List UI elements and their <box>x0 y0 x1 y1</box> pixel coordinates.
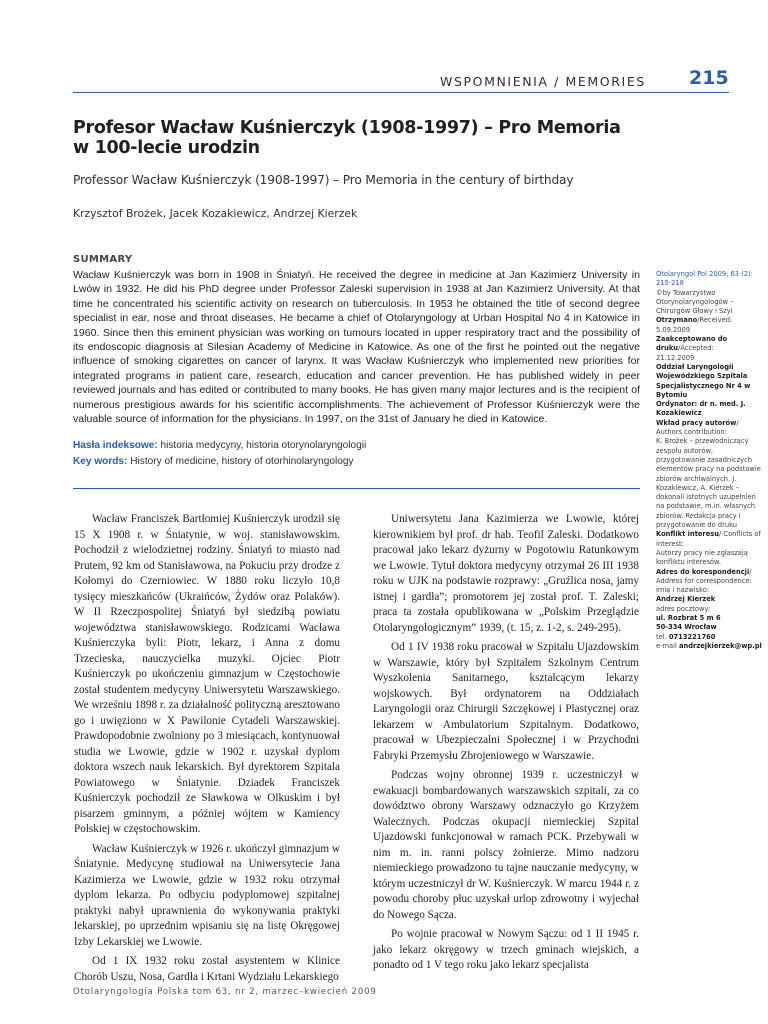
head-of-department <box>656 400 762 419</box>
summary-text: Wacław Kuśnierczyk was born in 1908 in Śniatyń. He received the degree in medicine at Jan Kazimierz University in Lwów in 1932. He did his PhD degree under Professor Zaleski supervision in 1938 at Jan Kazimierz University. At that time he concentrated his scientific activity on research on tuberculosis. In 1953 he obtained the title of second degree specialist in ear, nose and throat diseases. He became a chief of Otolaryngology at Urban Hospital No 4 in Katowice in 1960. Since then this eminent physician was working on tumours located in upper respiratory tract and the possibility of its endoscopic diagnosis at Silesian Academy of Medicine in Katowice. As one of the first he pointed out the negative influence of smoking cigarettes on cancer of larynx. It was Wacław Kuśnierczyk who implemented new priorities for integrated programs in patient care, research, education and cancer prevention. He has published widely in peer reviewed journals and has edited or contributed to many books. He has given many major lectures and is the recipient of numerous prestigious awards for his scientific accomplishments. The achievement of Professor Kuśnierczyk were the valuable source of information for the physicians. In 1997, on the 31st of January he died in Katowice. <box>73 269 640 426</box>
keywords-polish-label: Hasła indeksowe: <box>73 440 158 451</box>
summary-heading: SUMMARY <box>73 254 133 265</box>
address-label: Adres do korespondencji <box>656 567 750 576</box>
contribution-label: Wkład pracy autorów <box>656 418 737 427</box>
contribution-text: K. Brożek – przewodniczący zespołu autorów, przygotowanie zasadniczych elementów pracy na podstawie zbiorów archiwalnych. J. Kozakiewicz, A. Kierzek – dokonali istotnych uzupełnień na podstawie, m.in. własnych zbiorów. Redakcja pracy i przygotowanie do druku <box>656 437 761 530</box>
email-address[interactable]: andrzejkierzek@wp.pl <box>679 641 762 650</box>
contribution-sep: / Authors contribution: <box>656 418 739 437</box>
address-name <box>656 595 762 604</box>
article-title <box>73 118 633 158</box>
address-street <box>656 614 762 623</box>
body-column-left <box>74 512 340 989</box>
affiliation-text: Oddział Laryngologii Wojewódzkiego Szpitala Specjalistycznego Nr 4 w Bytomiu <box>656 362 751 399</box>
conflict-label: Konflikt interesu <box>656 530 720 539</box>
body-paragraph: Wacław Franciszek Bartłomiej Kuśnierczyk urodził się 15 X 1908 r. w Śniatynie, w woj. stanisławowskim. Pochodził z wielodzietnej rodziny. Śniatyń to miasto nad Prutem, 92 km od Stanisławowa, na Pokuciu przy drodze z Kołomyi do Czerniowiec. W 1880 roku liczyło 10,8 tysięcy mieszkańców (Ukraińców, Żydów oraz Polaków). W II Rzeczpospolitej Śniatyń był siedzibą powiatu województwa stanisławowskiego. Rodzicami Wacława Kuśnierczyka byli: Piotr, lekarz, i Anna z domu Trzecieska, nauczycielka muzyki. Ojciec Piotr Kuśnierczyk po ukończeniu gimnazjum w Częstochowie został studentem medycyny Uniwersytetu Warszawskiego. We wrześniu 1898 r. za działalność polityczną aresztowano go i uwięziono w X Pawilonie Cytadeli Warszawskiej. Prawdopodobnie zwolniony po 3 miesiącach, kontynuował studia we Lwowie, gdzie w 1902 r. uzyskał dyplom doktora wszech nauk lekarskich. Był dyrektorem Szpitala Powiatowego w Śniatynie. Dziadek Franciszek Kuśnierczyk pochodził ze Sławkowa w Olkuskim i był pisarzem gminnym, a później wójtem w Kamiency Polskiej w częstochowskim. <box>74 513 340 835</box>
conflict-text: Autorzy pracy nie zgłaszają konfliktu interesów. <box>656 548 748 567</box>
address-sep: / Address for correspondence: <box>656 567 752 585</box>
accepted-sep: /Accepted: <box>678 344 714 353</box>
body-paragraph: Od 1 IV 1938 roku pracował w Szpitalu Ujazdowskim w Warszawie, który był Szpitalem Szkolnym Centrum Wyszkolenia Sanitarnego, kształcącym lekarzy wojskowych. Był ordynatorem na Oddziałach Laryngologii oraz Chirurgii Szczękowej i Plastycznej oraz lekarzem w Ambulatorium Szpitalnym. Dodatkowo, pracował w Ubezpieczalni Społecznej i w Przychodni Fabryki Przemysłu Zbrojeniowego w Warszawie. <box>373 641 639 762</box>
address-name-text: Andrzej Kierzek <box>656 595 716 604</box>
body-paragraph: Po wojnie pracował w Nowym Sączu: od 1 II 1945 r. jako lekarz okręgowy w trzech gminach wiejskich, a ponadto od 1 V tego roku jako lekarz specjalista <box>373 928 639 971</box>
phone <box>656 633 762 642</box>
conflict-sep: / Conflicts of interest: <box>656 530 761 548</box>
keywords-english-label: Key words: <box>73 456 128 467</box>
article-authors: Krzysztof Brożek, Jacek Kozakiewicz, Andrzej Kierzek <box>73 207 358 220</box>
address-postal-label: adres pocztowy: <box>656 604 711 613</box>
body-paragraph: Wacław Kuśnierczyk w 1926 r. ukończył gimnazjum w Śniatynie. Medycynę studiował na Uniwersytecie Jana Kazimierza we Lwowie, gdzie w 1932 roku otrzymał dyplom lekarza. Po odbyciu podyplomowej szpitalnej praktyki nabył uprawnienia do wykonywania praktyki lekarskiej, po uprzednim wpisaniu się na listę Okręgowej Izby Lekarskiej we Lwowie. <box>74 842 340 948</box>
received-date: 5.09.2009 <box>656 325 691 334</box>
keywords-english <box>73 456 640 467</box>
article-metadata-sidebar <box>656 270 762 651</box>
summary-divider <box>73 488 640 489</box>
address-city-text: 50-334 Wrocław <box>656 623 717 632</box>
body-paragraph: Uniwersytetu Jana Kazimierza we Lwowie, której kierownikiem był prof. dr hab. Teofil Zaleski. Dodatkowo pracował jako lekarz dyżurny w Pogotowiu Ratunkowym we Lwowie. Tytuł doktora medycyny otrzymał 26 III 1938 roku w UJK na podstawie rozprawy: „Gruźlica nosa, jamy istnej i gardła”; promotorem jej został prof. T. Zaleski; praca ta została opublikowana w „Polskim Przeglądzie Otolaryngologicznym” 1939, (t. 15, z. 1-2, s. 249-295). <box>373 513 639 634</box>
journal-footer: Otolaryngologia Polska tom 63, nr 2, marzec–kwiecień 2009 <box>73 987 377 997</box>
title-line-2: w 100-lecie urodzin <box>73 138 260 158</box>
address-street-text: ul. Rozbrat 5 m 6 <box>656 613 721 622</box>
head-text: Ordynator: dr n. med. J. Kozakiewicz <box>656 400 746 418</box>
received-sep: /Received: <box>697 316 733 325</box>
keywords-english-value: History of medicine, history of otorhinolaryngology <box>130 456 354 467</box>
email-label: e-mail <box>656 641 677 650</box>
page-number: 215 <box>689 67 729 89</box>
received-label: Otrzymano <box>656 316 698 325</box>
copyright: ©by Towarzystwo Otorynolaryngologów – Chirurgów Głowy i Szyi <box>656 288 734 316</box>
article-subtitle: Professor Wacław Kuśnierczyk (1908-1997) – Pro Memoria in the century of birthday <box>73 173 574 187</box>
phone-number: 0713221760 <box>668 632 716 641</box>
header-divider <box>73 92 729 93</box>
email <box>656 642 762 651</box>
section-label: WSPOMNIENIA / MEMORIES <box>440 74 646 89</box>
citation: Otolaryngol Pol 2009; 63 (2): 215-218 <box>656 270 753 288</box>
affiliation <box>656 363 762 400</box>
conflict <box>656 530 762 549</box>
address-intro: imię i nazwisko: <box>656 586 710 595</box>
accepted <box>656 335 762 354</box>
body-paragraph: Od 1 IX 1932 roku został asystentem w Klinice Chorób Uszu, Nosa, Gardła i Krtani Wydziału Lekarskiego <box>74 955 340 983</box>
body-column-right <box>373 512 639 978</box>
accepted-label: Zaakceptowano do druku <box>656 335 728 353</box>
contribution <box>656 419 762 438</box>
phone-label: tel. <box>656 632 667 641</box>
address <box>656 568 762 587</box>
accepted-date: 21.12.2009 <box>656 353 695 362</box>
keywords-polish <box>73 440 640 451</box>
received <box>656 316 762 325</box>
address-city <box>656 623 762 632</box>
keywords-polish-value: historia medycyny, historia otorynolaryngologii <box>160 440 367 451</box>
body-paragraph: Podczas wojny obronnej 1939 r. uczestniczył w ewakuacji bombardowanych warszawskich szpitali, za co dowództwo obrony Warszawy odznaczyło go Krzyżem Walecznych. Podczas okupacji niemieckiej Szpital Ujazdowski funkcjonował w ramach PCK. Przebywali w nim m. in. ranni polscy żołnierze. Mimo nadzoru niemieckiego prowadzono tu tajne nauczanie medycyny, w którym uczestniczył dr W. Kuśnierczyk. W marcu 1944 r. z powodu choroby płuc uzyskał urlop zdrowotny i wyjechał do Nowego Sącza. <box>373 769 639 921</box>
title-line-1: Profesor Wacław Kuśnierczyk (1908-1997) – Pro Memoria <box>73 118 621 138</box>
